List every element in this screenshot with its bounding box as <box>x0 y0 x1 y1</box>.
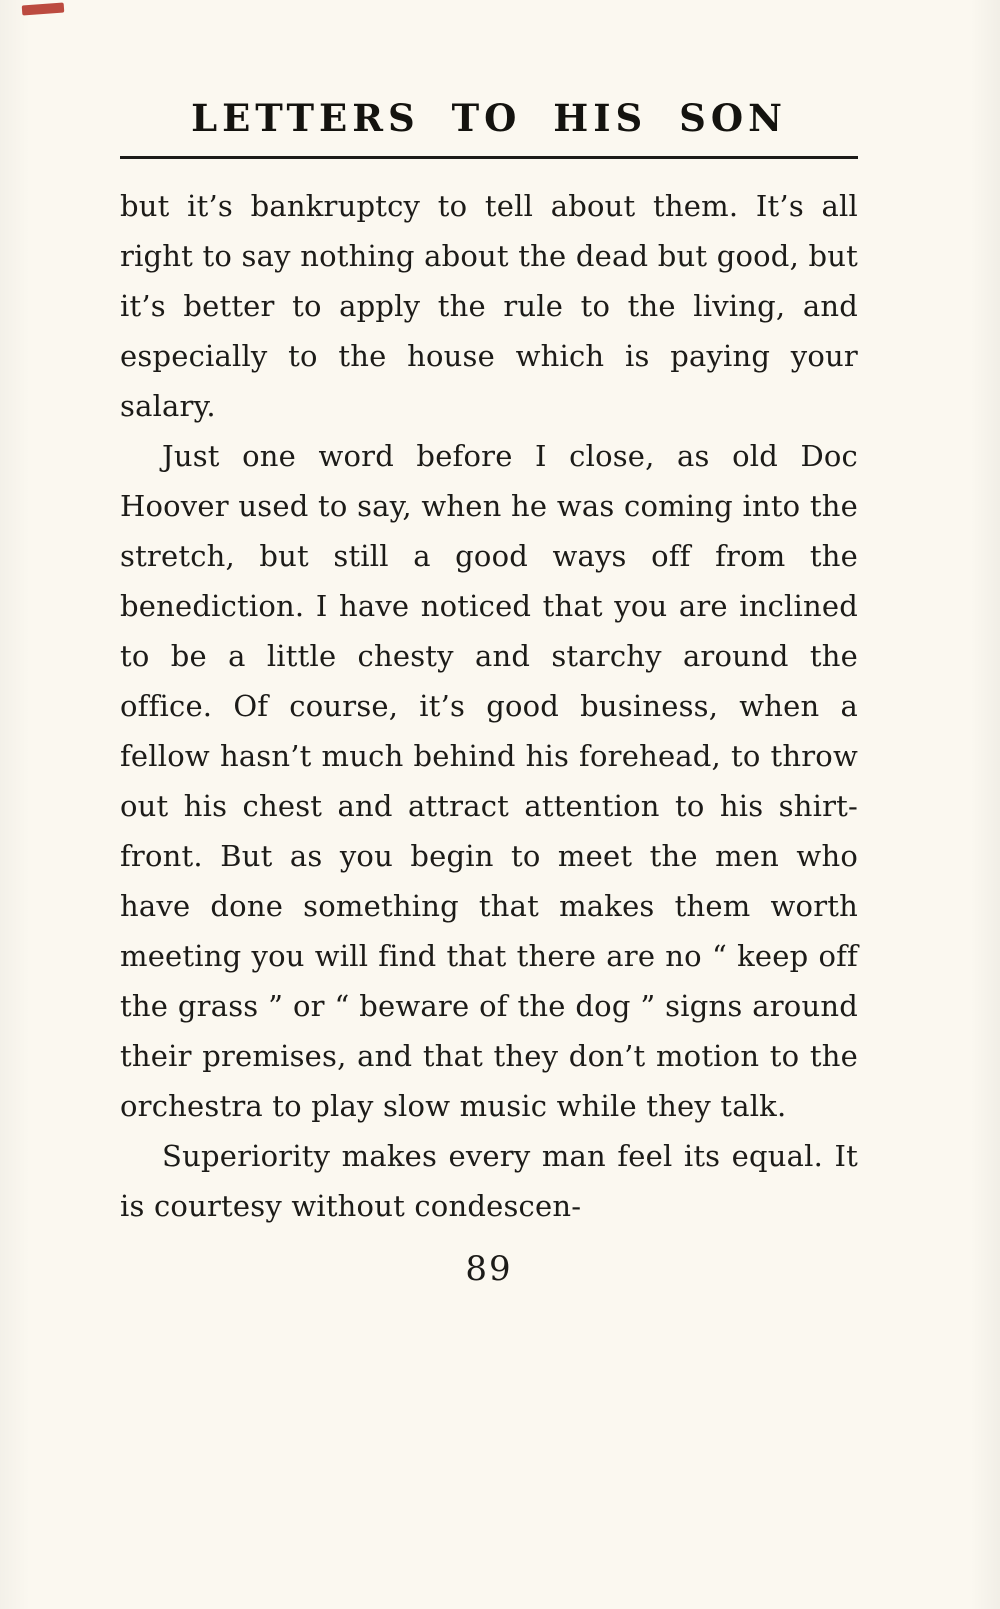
paragraph: but it’s bankruptcy to tell about them. It’s all right to say nothing about the dead but good, but it’s better to apply the rule to the living, and especially to the house which is paying your salary. <box>120 189 858 423</box>
paragraph: Superiority makes every man feel its equal. It is courtesy without condescen- <box>120 1139 858 1223</box>
scan-artifact-mark <box>22 3 65 16</box>
paragraph: Just one word before I close, as old Doc Hoover used to say, when he was coming into the stretch, but still a good ways off from the benediction. I have noticed that you are inclined to be a little chesty and starchy around the office. Of course, it’s good business, when a fellow hasn’t much behind his forehead, to throw out his chest and attract attention to his shirt-front. But as you begin to meet the men who have done something that makes them worth meeting you will find that there are no “ keep off the grass ” or “ beware of the dog ” signs around their premises, and that they don’t motion to the orchestra to play slow music while they talk. <box>120 439 858 1123</box>
page-number: 89 <box>465 1249 513 1289</box>
header-rule <box>120 156 858 159</box>
running-header-title: LETTERS TO HIS SON <box>191 96 787 140</box>
page-header <box>120 96 858 159</box>
page-body-text <box>120 181 858 1231</box>
